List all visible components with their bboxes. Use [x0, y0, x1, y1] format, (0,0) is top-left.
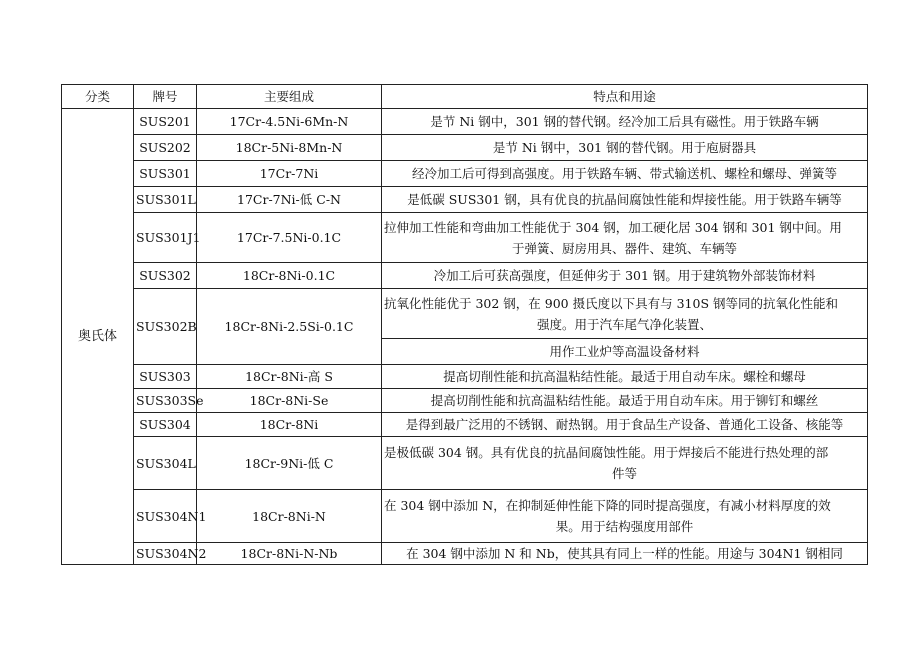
- grade-cell: SUS304N2: [134, 543, 197, 565]
- composition-cell: 18Cr-8Ni-0.1C: [197, 263, 382, 289]
- table-row: [62, 213, 868, 263]
- table-row: [62, 263, 868, 289]
- composition-cell: 17Cr-7.5Ni-0.1C: [197, 213, 382, 263]
- composition-cell: 18Cr-8Ni-N: [197, 490, 382, 543]
- feature-line: 果。用于结构强度用部件: [555, 519, 694, 534]
- composition-cell: 17Cr-7Ni-低 C-N: [197, 187, 382, 213]
- feature-line: 是极低碳 304 钢。具有优良的抗晶间腐蚀性能。用于焊接后不能进行热处理的部: [384, 445, 829, 460]
- grade-cell: SUS304: [134, 413, 197, 437]
- composition-cell: 18Cr-8Ni-高 S: [197, 365, 382, 389]
- feature-cell: 是低碳 SUS301 钢，具有优良的抗晶间腐蚀性能和焊接性能。用于铁路车辆等: [382, 187, 868, 213]
- table-row: [62, 187, 868, 213]
- composition-cell: 18Cr-8Ni-Se: [197, 389, 382, 413]
- header-grade: 牌号: [134, 85, 197, 109]
- grade-cell: SUS301: [134, 161, 197, 187]
- grade-cell: SUS201: [134, 109, 197, 135]
- feature-cell: 冷加工后可获高强度，但延伸劣于 301 钢。用于建筑物外部装饰材料: [382, 263, 868, 289]
- feature-line: 件等: [611, 466, 637, 481]
- table-row: [62, 135, 868, 161]
- feature-line: 在 304 钢中添加 N，在抑制延伸性能下降的同时提高强度，有减小材料厚度的效: [384, 498, 831, 513]
- feature-line: 拉伸加工性能和弯曲加工性能优于 304 钢，加工硬化居 304 钢和 301 钢中间。用: [384, 219, 842, 235]
- feature-line: 于弹簧、厨房用具、器件、建筑、车辆等: [511, 240, 737, 256]
- header-category: 分类: [62, 85, 134, 109]
- grade-cell: SUS302B: [134, 289, 197, 365]
- feature-cell: 经冷加工后可得到高强度。用于铁路车辆、带式输送机、螺栓和螺母、弹簧等: [382, 161, 868, 187]
- feature-cell: 是得到最广泛用的不锈钢、耐热钢。用于食品生产设备、普通化工设备、核能等: [382, 413, 868, 437]
- composition-cell: 18Cr-8Ni-2.5Si-0.1C: [197, 289, 382, 365]
- header-feature: 特点和用途: [382, 85, 868, 109]
- grade-cell: SUS303: [134, 365, 197, 389]
- table-row: [62, 289, 868, 339]
- feature-line: 强度。用于汽车尾气净化装置、: [536, 316, 712, 332]
- composition-cell: 18Cr-8Ni: [197, 413, 382, 437]
- table-row: [62, 490, 868, 543]
- steel-grade-table: [61, 84, 868, 565]
- feature-cell: 是节 Ni 钢中，301 钢的替代钢。经冷加工后具有磁性。用于铁路车辆: [382, 109, 868, 135]
- grade-cell: SUS304N1: [134, 490, 197, 543]
- feature-line: 抗氧化性能优于 302 钢，在 900 摄氏度以下具有与 310S 钢等同的抗氧化性能和: [384, 295, 838, 311]
- table-row: [62, 437, 868, 490]
- grade-cell: SUS301L: [134, 187, 197, 213]
- feature-cell: 用作工业炉等高温设备材料: [382, 339, 868, 365]
- table-row: [62, 413, 868, 437]
- table-row: [62, 161, 868, 187]
- header-row: [62, 85, 868, 109]
- grade-cell: SUS301J1: [134, 213, 197, 263]
- table-row: [62, 543, 868, 565]
- composition-cell: 18Cr-9Ni-低 C: [197, 437, 382, 490]
- header-composition: 主要组成: [197, 85, 382, 109]
- grade-cell: SUS202: [134, 135, 197, 161]
- feature-cell: 提高切削性能和抗高温粘结性能。最适于用自动车床。螺栓和螺母: [382, 365, 868, 389]
- table-row: [62, 109, 868, 135]
- composition-cell: 17Cr-4.5Ni-6Mn-N: [197, 109, 382, 135]
- grade-cell: SUS303Se: [134, 389, 197, 413]
- feature-cell: [382, 490, 868, 543]
- feature-cell: [382, 213, 868, 263]
- table-row: [62, 365, 868, 389]
- feature-cell: 提高切削性能和抗高温粘结性能。最适于用自动车床。用于铆钉和螺丝: [382, 389, 868, 413]
- grade-cell: SUS302: [134, 263, 197, 289]
- feature-cell: 在 304 钢中添加 N 和 Nb，使其具有同上一样的性能。用途与 304N1 钢相同: [382, 543, 868, 565]
- feature-cell: [382, 289, 868, 339]
- grade-cell: SUS304L: [134, 437, 197, 490]
- composition-cell: 17Cr-7Ni: [197, 161, 382, 187]
- feature-cell: [382, 437, 868, 490]
- category-cell: 奥氏体: [62, 109, 134, 565]
- feature-cell: 是节 Ni 钢中，301 钢的替代钢。用于庖厨器具: [382, 135, 868, 161]
- composition-cell: 18Cr-5Ni-8Mn-N: [197, 135, 382, 161]
- table-row: [62, 389, 868, 413]
- composition-cell: 18Cr-8Ni-N-Nb: [197, 543, 382, 565]
